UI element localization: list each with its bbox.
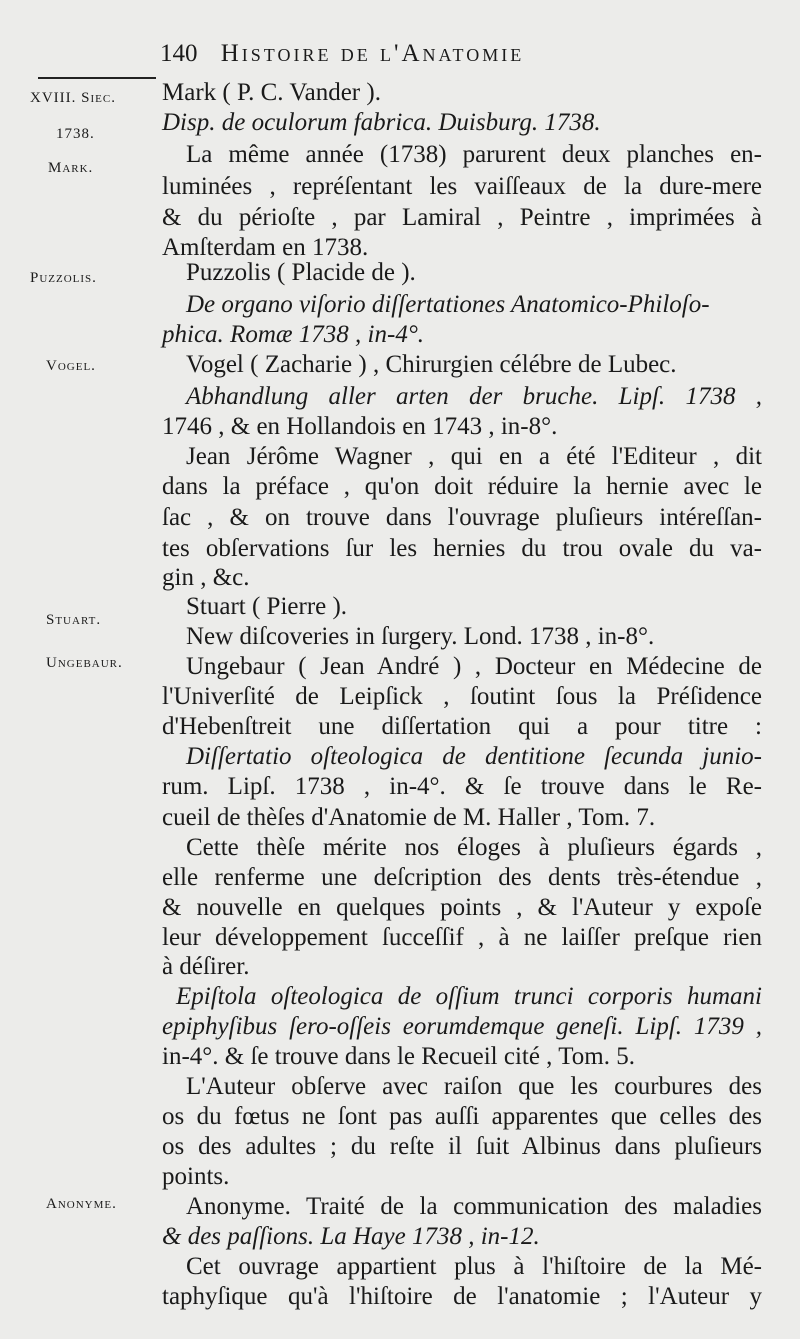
text-line: 1746 , & en Hollandois en 1743 , in-8°.	[162, 413, 558, 440]
text-line: rum. Lipſ. 1738 , in-4°. & ſe trouve dans le Re-	[162, 773, 762, 800]
text-line: Puzzolis ( Placide de ).	[186, 259, 416, 286]
text-line: Vogel ( Zacharie ) , Chirurgien célébre de Lubec.	[186, 351, 677, 378]
text-line: l'Univerſité de Leipſick , ſoutint ſous la Préſidence	[162, 683, 762, 710]
margin-note-anonyme: Anonyme.	[46, 1196, 117, 1212]
text-line: leur développement ſucceſſif , à ne laiſſer preſque rien	[162, 924, 762, 951]
text-line: gin , &c.	[162, 564, 250, 591]
text-line: os du fœtus ne ſont pas auſſi apparentes que celles des	[162, 1103, 762, 1130]
text-line: & nouvelle en quelques points , & l'Auteur y expoſe	[162, 894, 762, 921]
text-line: d'Hebenſtreit une diſſertation qui a pour titre :	[162, 713, 762, 740]
page-title: Histoire de l'Anatomie	[220, 40, 525, 67]
margin-note-stuart: Stuart.	[46, 612, 102, 628]
text-line: epiphyſibus ſero-oſſeis eorumdemque geneſi. Lipſ. 1739 ,	[162, 1013, 762, 1040]
text-line: taphyſique qu'à l'hiſtoire de l'anatomie ; l'Auteur y	[162, 1283, 762, 1310]
text-line: Abhandlung aller arten der bruche. Lipſ. 1738 ,	[186, 383, 762, 410]
text-line: Amſterdam en 1738.	[162, 234, 369, 261]
text-line: luminées , repréſentant les vaiſſeaux de la dure-mere	[162, 173, 762, 200]
text-line: Ungebaur ( Jean André ) , Docteur en Médecine de	[186, 653, 762, 680]
text-line: & des paſſions. La Haye 1738 , in-12.	[162, 1223, 540, 1250]
text-line: à déſirer.	[162, 953, 250, 980]
text-line: New diſcoveries in ſurgery. Lond. 1738 , in-8°.	[186, 623, 655, 650]
text-line: in-4°. & ſe trouve dans le Recueil cité , Tom. 5.	[162, 1043, 635, 1070]
text-line: Anonyme. Traité de la communication des maladies	[186, 1193, 762, 1220]
text-line: Jean Jérôme Wagner , qui en a été l'Editeur , dit	[186, 443, 762, 470]
text-line: ſac , & on trouve dans l'ouvrage pluſieurs intéreſſan-	[162, 504, 762, 531]
text-line: Stuart ( Pierre ).	[186, 593, 348, 620]
margin-note-siecle: XVIII. Siec.	[30, 90, 116, 106]
margin-note-puzzolis: Puzzolis.	[30, 270, 97, 286]
text-line: Cette thèſe mérite nos éloges à pluſieurs égards ,	[186, 834, 762, 861]
margin-rule	[38, 77, 156, 79]
margin-note-ungebaur: Ungebaur.	[46, 655, 123, 671]
text-line: Cet ouvrage appartient plus à l'hiſtoire de la Mé-	[186, 1253, 762, 1280]
running-header	[160, 40, 524, 68]
text-line: Epiſtola oſteologica de oſſium trunci corporis humani	[176, 983, 762, 1010]
text-line: Mark ( P. C. Vander ).	[162, 79, 381, 106]
text-line: tes obſervations ſur les hernies du trou ovale du va-	[162, 535, 762, 562]
text-line: & du périoſte , par Lamiral , Peintre , imprimées à	[162, 204, 762, 231]
text-line: points.	[162, 1163, 230, 1190]
text-line: L'Auteur obſerve avec raiſon que les courbures des	[186, 1073, 762, 1100]
text-line: cueil de thèſes d'Anatomie de M. Haller , Tom. 7.	[162, 804, 656, 831]
text-line: De organo viſorio diſſertationes Anatomico-Philoſo-	[186, 291, 710, 318]
text-line: phica. Romæ 1738 , in-4°.	[162, 321, 425, 348]
text-line: Diſſertatio oſteologica de dentitione ſecunda junio-	[186, 743, 762, 770]
text-line: La même année (1738) parurent deux planches en-	[186, 141, 762, 168]
text-line: elle renferme une deſcription des dents très-étendue ,	[162, 864, 762, 891]
text-line: Disp. de oculorum fabrica. Duisburg. 1738.	[162, 109, 601, 136]
margin-note-vogel: Vogel.	[46, 358, 96, 374]
margin-note-year: 1738.	[56, 126, 95, 142]
text-line: os des adultes ; du reſte il ſuit Albinus dans pluſieurs	[162, 1133, 762, 1160]
page-number: 140	[160, 40, 198, 67]
margin-note-mark: Mark.	[48, 160, 94, 176]
text-line: dans la préface , qu'on doit réduire la hernie avec le	[162, 473, 762, 500]
